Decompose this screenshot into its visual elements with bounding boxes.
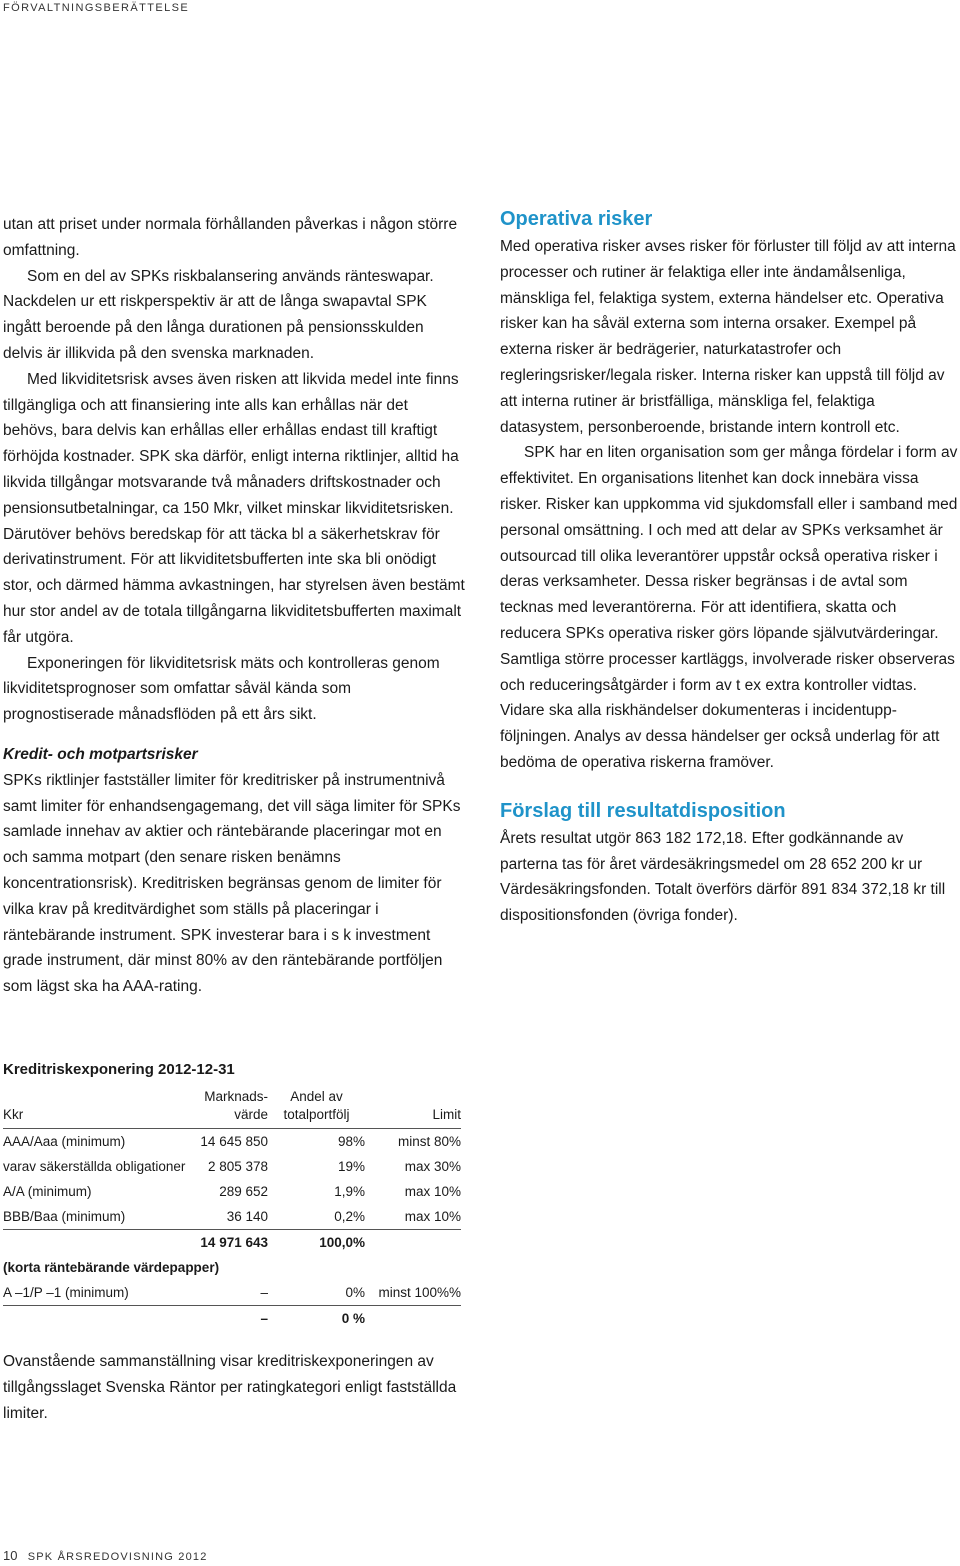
paragraph: SPK har en liten organisation som ger många fördelar i form av effektivitet. En organisations litenhet kan dock innebära vissa risker. Risker kan uppkomma vid sjukdomsfall eller i samband med personal omsättning. I och med att delar av SPKs verksamhet är outsourcad till olika leverantörer uppstår också operativa risker i deras verksamheter. Dessa risker begränsas i de avtal som tecknas med leverantörerna. För att identifiera, skatta och reducera SPKs operativa risker görs löpande självutvärderingar. Samtliga större processer kartläggs, involverade risker observeras och reduceringsåtgärder i form av t ex extra kontroller vidtas. Vidare ska alla riskhändelser dokumenteras i incidentuppföljningen. Analys av dessa händelser ger också underlag för att bedöma de operativa riskerna framöver. (500, 444, 958, 771)
cell-value: 2 805 378 (207, 1159, 268, 1174)
cell-limit: max 10% (404, 1184, 461, 1199)
table-note: Ovanstående sammanställning visar kreditriskexponeringen av tillgångsslaget Svenska Räntor per ratingkategori enligt fastställda limiter. (3, 1353, 457, 1422)
header-limit: Limit (365, 1088, 461, 1129)
cell-label: A –1/P –1 (minimum) (3, 1285, 129, 1300)
cell-section-label: (korta räntebärande värdepapper) (3, 1260, 220, 1275)
cell-total-value: – (193, 1306, 268, 1332)
credit-exposure-table (3, 1088, 461, 1331)
section-heading-forslag: Förslag till resultatdisposition (500, 799, 786, 822)
paragraph: Årets resultat utgör 863 182 172,18. Efter godkännande av parterna tas för året värdesäkringsmedel om 28 652 200 kr ur Värdesäkringsfonden. Totalt överförs därför 891 834 372,18 kr till dispositionsfonden (övriga fonder). (500, 829, 946, 925)
cell-limit: max 10% (404, 1209, 461, 1224)
left-column (3, 212, 465, 1000)
table-header-row (3, 1088, 461, 1129)
right-column (500, 204, 960, 929)
paragraph: Med likviditetsrisk avses även risken att likvida medel inte finns tillgängliga och att finansiering inte alls kan erhållas när det behövs, bara delvis kan erhållas eller erhållas endast till kraftigt förhöjda kostnader. SPK ska därför, enligt interna riktlinjer, alltid ha likvida tillgångar motsvarande två månaders driftskostnader och pensionsutbetalningar, ca 150 Mkr, vilket minskar likviditetsrisken. Därutöver behövs beredskap för att täcka bl a säkerhetskrav för derivatinstrument. För att likviditetsbufferten inte ska bli onödigt stor, och därmed hämma avkastningen, har styrelsen även bestämt hur stor andel av de totala tillgångarna likviditetsbufferten maximalt får utgöra. (3, 370, 465, 646)
cell-value: – (260, 1285, 268, 1300)
cell-share: 98% (337, 1134, 365, 1149)
table-row (3, 1280, 461, 1306)
running-head: FÖRVALTNINGSBERÄTTELSE (3, 2, 190, 14)
table-total-row (3, 1306, 461, 1332)
paragraph: utan att priset under normala förhållanden påverkas i någon större omfattning. (3, 216, 458, 259)
cell-limit: minst 100%% (378, 1285, 461, 1300)
cell-limit: max 30% (404, 1159, 461, 1174)
cell-label: BBB/Baa (minimum) (3, 1209, 126, 1224)
table-row (3, 1129, 461, 1155)
cell-share: 1,9% (334, 1184, 365, 1199)
page-number: 10 (3, 1548, 18, 1563)
cell-label: A/A (minimum) (3, 1184, 92, 1199)
table-title: Kreditriskexponering 2012-12-31 (3, 1061, 235, 1078)
cell-value: 36 140 (226, 1209, 268, 1224)
cell-limit: minst 80% (397, 1134, 461, 1149)
header-andel: Andel av totalportfölj (268, 1088, 365, 1129)
cell-value: 14 645 850 (200, 1134, 268, 1149)
section-heading-kredit: Kredit- och motpartsrisker (3, 745, 198, 763)
cell-total-value: 14 971 643 (193, 1230, 268, 1256)
cell-share: 0,2% (334, 1209, 365, 1224)
cell-label: AAA/Aaa (minimum) (3, 1134, 126, 1149)
header-kkr: Kkr (3, 1088, 193, 1129)
cell-total-share: 0 % (268, 1306, 365, 1332)
table-row (3, 1204, 461, 1230)
cell-share: 19% (337, 1159, 365, 1174)
cell-value: 289 652 (219, 1184, 268, 1199)
page-footer (3, 1548, 208, 1563)
footer-text: SPK ÅRSREDOVISNING 2012 (27, 1551, 208, 1563)
paragraph: Med operativa risker avses risker för förluster till följd av att interna processer och rutiner är felaktiga eller inte ändamålsenliga, mänskliga fel, felaktiga system, externa händelser etc. Operativa risker kan ha såväl externa som interna orsaker. Exempel på externa risker är bedrägerier, naturkatastrofer och regleringsrisker/legala risker. Interna risker kan uppstå till följd av att interna rutiner är bristfälliga, mänskliga fel, felaktiga datasystem, personberoende, bristande intern kontroll etc. (500, 238, 956, 436)
cell-total-share: 100,0% (268, 1230, 365, 1256)
table-row (3, 1154, 461, 1179)
table-section-row (3, 1255, 461, 1280)
section-heading-operativa: Operativa risker (500, 208, 653, 230)
header-marknadsvarde: Marknads- värde (193, 1088, 268, 1129)
paragraph: Exponeringen för likviditetsrisk mäts och kontrolleras genom likviditetsprognoser som omfattar såväl kända som prognostiserade månadsflöden på ett års sikt. (3, 654, 440, 724)
table-row (3, 1179, 461, 1204)
table-total-row (3, 1230, 461, 1256)
paragraph: Som en del av SPKs riskbalansering används ränteswapar. Nackdelen ur ett riskperspektiv är att de långa swapavtal SPK ingått beroende på den långa durationen på pensionsskulden delvis är illikvida på den svenska marknaden. (3, 267, 434, 362)
paragraph: SPKs riktlinjer fastställer limiter för kreditrisker på instrumentnivå samt limiter för enhandsengagemang, det vill säga limiter för SPKs samlade innehav av aktier och räntebärande placeringar mot en och samma motpart (den senare risken benämns koncentrationsrisk). Kreditrisken begränsas genom de limiter för vilka krav på kreditvärdighet som ställs på placeringar i räntebärande instrument. SPK investerar bara i s k investment grade instrument, där minst 80% av den räntebärande portföljen som lägst ska ha AAA-rating. (3, 771, 461, 996)
cell-label: varav säkerställda obligationer (3, 1159, 186, 1174)
cell-share: 0% (345, 1285, 365, 1300)
